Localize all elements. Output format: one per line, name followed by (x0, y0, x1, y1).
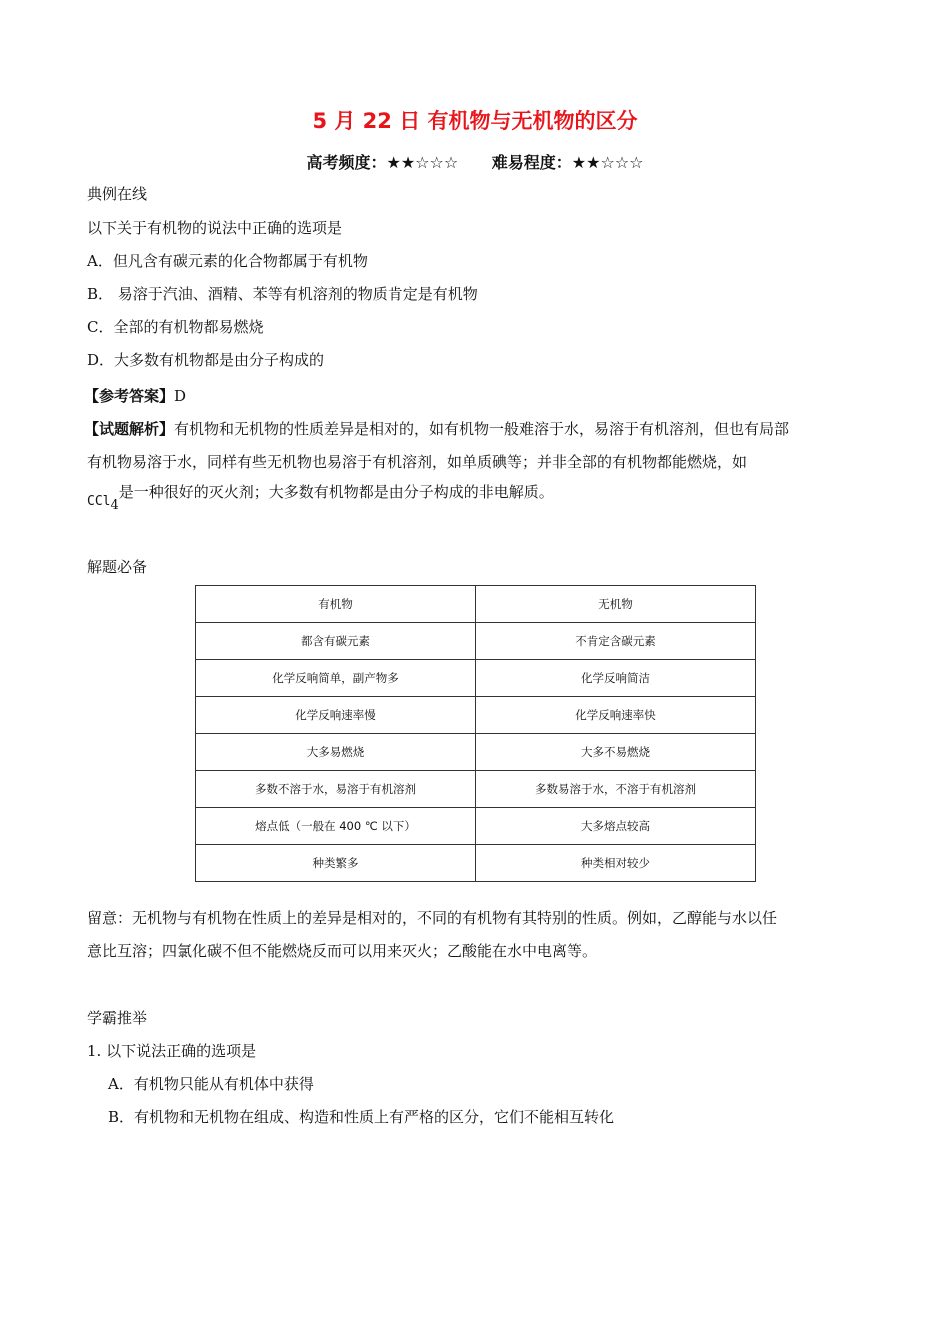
table-row (196, 586, 756, 623)
page-title: 5 月 22 日 有机物与无机物的区分 (312, 109, 638, 133)
formula: CCl (87, 494, 111, 509)
difficulty-label: 难易程度： (491, 153, 572, 172)
table-cell: 熔点低（一般在 400 ℃ 以下） (196, 808, 476, 845)
table-cell: 种类繁多 (196, 845, 476, 882)
table-cell: 有机物 (196, 586, 476, 623)
table-cell: 大多不易燃烧 (476, 734, 756, 771)
table-cell: 化学反响速率快 (476, 697, 756, 734)
difficulty-stars: ★★☆☆☆ (571, 153, 644, 172)
practice-option: A．有机物只能从有机体中获得 (108, 1075, 314, 1093)
table-row (196, 660, 756, 697)
table-row (196, 697, 756, 734)
table-cell: 多数易溶于水，不溶于有机溶剂 (476, 771, 756, 808)
table-cell: 都含有碳元素 (196, 623, 476, 660)
analysis-label: 【试题解析】 (84, 420, 175, 438)
table-cell: 多数不溶于水，易溶于有机溶剂 (196, 771, 476, 808)
option: D．大多数有机物都是由分子构成的 (87, 351, 325, 369)
table-cell: 种类相对较少 (476, 845, 756, 882)
comparison-table (195, 585, 756, 882)
table-cell: 不肯定含碳元素 (476, 623, 756, 660)
table-cell: 化学反响简洁 (476, 660, 756, 697)
question-text: 以下关于有机物的说法中正确的选项是 (87, 219, 343, 237)
answer-value: D (174, 387, 187, 405)
analysis-line: CCl$_4$是一种很好的灭火剂；大多数有机物都是由分子构成的非电解质。 (87, 483, 554, 513)
table-row (196, 623, 756, 660)
frequency-label: 高考频度： (306, 153, 387, 172)
option: C．全部的有机物都易燃烧 (87, 318, 264, 336)
meta-ratings (0, 150, 950, 173)
option: B． 易溶于汽油、酒精、苯等有机溶剂的物质肯定是有机物 (87, 285, 478, 303)
table-cell: 大多易燃烧 (196, 734, 476, 771)
option: A．但凡含有碳元素的化合物都属于有机物 (87, 252, 368, 270)
table-cell: 无机物 (476, 586, 756, 623)
answer-label: 【参考答案】 (84, 387, 175, 405)
practice-question: 1. 以下说法正确的选项是 (87, 1042, 257, 1060)
table-cell: 化学反响简单，副产物多 (196, 660, 476, 697)
frequency-stars: ★★☆☆☆ (386, 153, 459, 172)
table-row (196, 771, 756, 808)
table-row (196, 845, 756, 882)
answer (84, 386, 186, 406)
section-heading: 解题必备 (87, 558, 148, 576)
practice-option: B．有机物和无机物在组成、构造和性质上有严格的区分，它们不能相互转化 (108, 1108, 615, 1126)
section-heading: 典例在线 (87, 185, 148, 203)
section-heading: 学霸推举 (87, 1009, 148, 1027)
table-row (196, 808, 756, 845)
analysis-line: 【试题解析】有机物和无机物的性质差异是相对的，如有机物一般难溶于水，易溶于有机溶剂，但也有局部 (84, 420, 790, 438)
note-line: 留意：无机物与有机物在性质上的差异是相对的，不同的有机物有其特别的性质。例如，乙醇能与水以任 (87, 909, 778, 927)
note-line: 意比互溶；四氯化碳不但不能燃烧反而可以用来灭火；乙酸能在水中电离等。 (87, 942, 598, 960)
table-cell: 化学反响速率慢 (196, 697, 476, 734)
analysis-line: 有机物易溶于水，同样有些无机物也易溶于有机溶剂，如单质碘等；并非全部的有机物都能燃烧，如 (87, 453, 748, 471)
table-row (196, 734, 756, 771)
table-cell: 大多熔点较高 (476, 808, 756, 845)
